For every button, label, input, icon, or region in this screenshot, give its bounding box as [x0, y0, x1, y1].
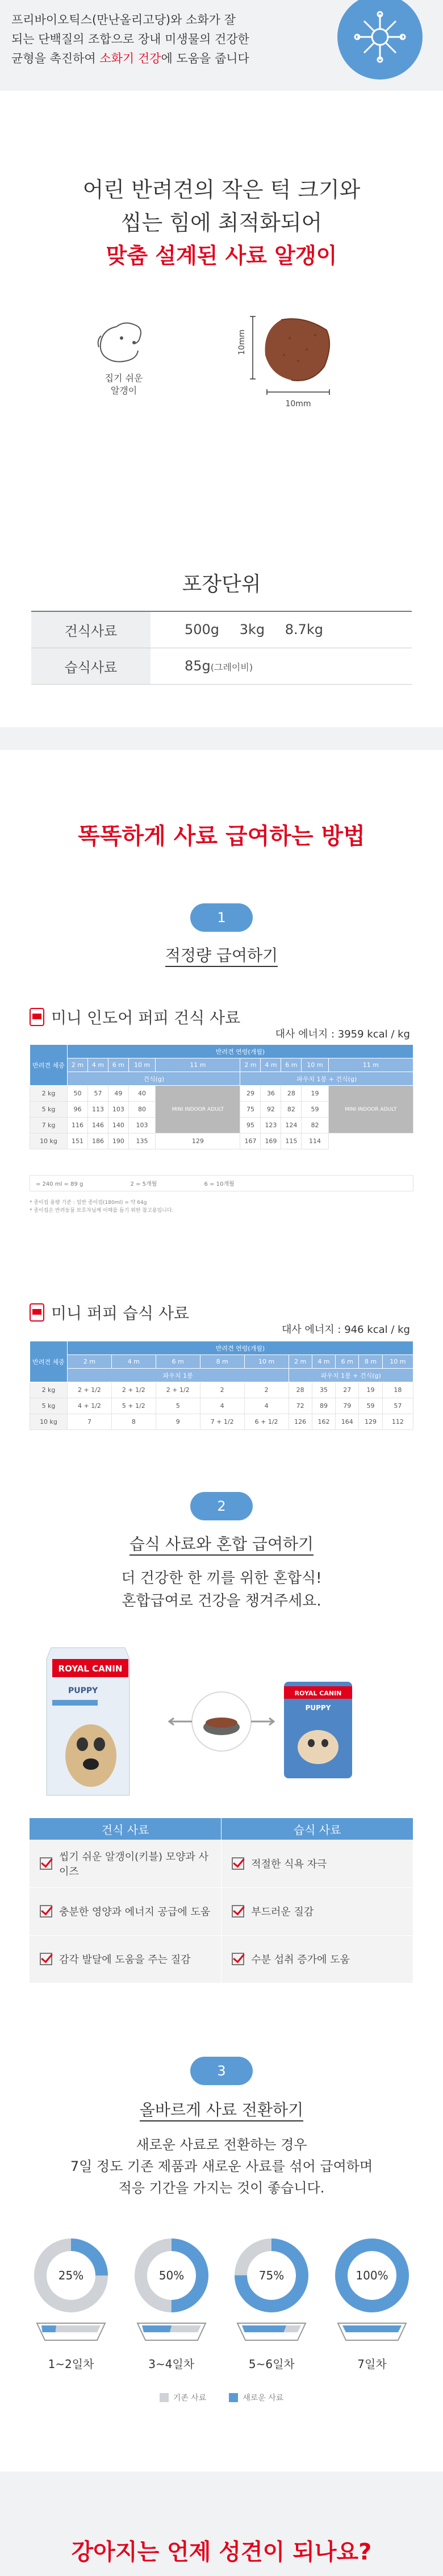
- age-column-header: 11 m: [156, 1058, 240, 1072]
- step-2-badge: 2: [190, 1492, 253, 1520]
- amount-cell: 82: [302, 1118, 328, 1133]
- amount-cell: 103: [128, 1118, 155, 1133]
- food-bowl-icon: [332, 2317, 412, 2346]
- kibble-heading-line-2: 씹는 힘에 최적화되어: [120, 210, 323, 235]
- intro-line-1: 프리바이오틱스(만난올리고당)와 소화가 잘: [11, 13, 236, 27]
- age-column-header: 2 m: [240, 1058, 261, 1072]
- wet-food-header: 습식 사료: [222, 1818, 413, 1840]
- wet-benefit-cell: [222, 1935, 413, 1983]
- amount-cell: 75: [240, 1102, 261, 1118]
- age-column-header: 10 m: [128, 1058, 155, 1072]
- step-2-title: [0, 1532, 443, 1554]
- amount-cell: 27: [336, 1382, 359, 1398]
- check-icon: [232, 1857, 244, 1870]
- amount-cell: 129: [359, 1414, 382, 1430]
- amount-cell: 7: [68, 1414, 112, 1430]
- mix-products-illustration: [0, 1636, 443, 1807]
- amount-cell: 8: [111, 1414, 156, 1430]
- table-row: [31, 648, 412, 684]
- intro-line-3-pre: 균형을 촉진하여: [11, 52, 100, 65]
- food-bowl-icon: [132, 2317, 211, 2346]
- age-column-header: 10 m: [302, 1058, 328, 1072]
- step-3-title: [0, 2098, 443, 2120]
- amount-cell: 2: [200, 1382, 244, 1398]
- weight-cell: 5 kg: [30, 1398, 68, 1414]
- adult-food-cell: MINI INDOOR ADULT: [328, 1086, 413, 1133]
- amount-cell: 5 + 1/2: [111, 1398, 156, 1414]
- vertical-dimension-label: 10mm: [237, 329, 246, 355]
- step-2-title-text: 습식 사료와 혼합 급여하기: [129, 1535, 314, 1556]
- age-range-note: 2 = 5개월: [130, 1181, 157, 1187]
- amount-cell: 36: [261, 1086, 281, 1102]
- amount-cell: 59: [302, 1102, 328, 1118]
- stage-day-label: 5~6일차: [248, 2357, 295, 2371]
- table-row: [31, 611, 412, 648]
- dry-food-header: 건식 사료: [30, 1818, 222, 1840]
- amount-cell: 4: [244, 1398, 289, 1414]
- amount-cell: 4 + 1/2: [68, 1398, 112, 1414]
- amount-cell: 9: [156, 1414, 200, 1430]
- intro-line-3: [11, 49, 329, 68]
- puppy-icon: [98, 323, 141, 361]
- adult-age-title: 강아지는 언제 성견이 되나요?: [71, 2539, 372, 2565]
- legend-label-new: 새로운 사료: [243, 2394, 284, 2403]
- legend-label-old: 기존 사료: [173, 2394, 207, 2403]
- food-pouch-icon: [28, 1302, 45, 1323]
- ratio-donut: [31, 2236, 111, 2315]
- food-bowl-icon: [31, 2317, 111, 2346]
- age-column-header: 6 m: [281, 1058, 302, 1072]
- kibble-piece-icon: [265, 319, 330, 381]
- legend-swatch-old: [160, 2393, 169, 2402]
- amount-cell: 2 + 1/2: [111, 1382, 156, 1398]
- amount-cell: 186: [87, 1133, 108, 1149]
- mix-description: [0, 1567, 443, 1612]
- dry-only-subheader: 건식(g): [68, 1072, 240, 1086]
- packaging-table: [31, 611, 412, 685]
- wet-table-title-text: 미니 퍼피 습식 사료: [51, 1304, 190, 1323]
- step-3-badge: 3: [190, 2057, 253, 2085]
- ratio-label: 75%: [259, 2269, 285, 2282]
- amount-cell: 28: [281, 1086, 302, 1102]
- mix-line-1: 더 건강한 한 끼를 위한 혼합식!: [121, 1570, 322, 1587]
- amount-cell: 103: [108, 1102, 128, 1118]
- ratio-donut: [332, 2236, 412, 2315]
- age-group-header: 반려견 연령(개월): [68, 1045, 413, 1058]
- amount-cell: 146: [87, 1118, 108, 1133]
- amount-cell: 2: [244, 1382, 289, 1398]
- pouch-plus-dry-subheader: 파우치 1봉 + 건식(g): [289, 1369, 413, 1382]
- weight-cell: 2 kg: [30, 1086, 68, 1102]
- transition-legend: [0, 2392, 443, 2403]
- adult-food-cell: MINI INDOOR ADULT: [156, 1086, 240, 1133]
- cup-measure: = 240 ml = 89 g: [36, 1181, 83, 1187]
- size-value: 500g: [185, 622, 220, 638]
- amount-cell: 115: [281, 1133, 302, 1149]
- check-icon: [232, 1953, 244, 1965]
- legend-item-new: [229, 2392, 283, 2403]
- wet-food-pouch-image: [284, 1682, 352, 1778]
- transition-stage: [232, 2236, 311, 2371]
- kibble-diagram: [0, 310, 443, 457]
- amount-cell: 167: [240, 1133, 261, 1149]
- amount-cell: 72: [289, 1398, 312, 1414]
- kibble-heading-highlight: 맞춤 설계된 사료 알갱이: [106, 243, 337, 268]
- size-value: 8.7kg: [285, 622, 324, 638]
- intro-line-2: 되는 단백질의 조합으로 장내 미생물의 건강한: [11, 32, 249, 46]
- stage-day-label: 3~4일차: [148, 2357, 195, 2371]
- transition-stage: [332, 2236, 412, 2371]
- amount-cell: 169: [261, 1133, 281, 1149]
- amount-cell: 6 + 1/2: [244, 1414, 289, 1430]
- wet-food-sizes: [151, 648, 412, 684]
- packaging-title: 포장단위: [182, 573, 261, 596]
- wet-benefit-cell: [222, 1887, 413, 1935]
- amount-cell: 5: [156, 1398, 200, 1414]
- step-1-title: [0, 943, 443, 966]
- age-column-header: 4 m: [312, 1355, 335, 1369]
- check-icon: [232, 1905, 244, 1918]
- food-bowl-icon: [232, 2317, 311, 2346]
- wet-table-title: [28, 1301, 189, 1324]
- wet-feeding-table: [30, 1341, 413, 1430]
- bag-name-text: PUPPY: [68, 1686, 98, 1695]
- amount-cell: 19: [302, 1086, 328, 1102]
- wet-benefit: 수분 섭취 증가에 도움: [251, 1954, 350, 1966]
- check-icon: [40, 1857, 52, 1870]
- wet-benefit: 적절한 식욕 자극: [251, 1858, 327, 1870]
- amount-cell: 114: [302, 1133, 328, 1149]
- grip-label-line-1: 집기 쉬운: [105, 373, 143, 384]
- wet-food-label: 습식사료: [31, 648, 151, 684]
- weight-header: 반려견 체중: [30, 1045, 68, 1086]
- amount-cell: 82: [281, 1102, 302, 1118]
- dry-table-footer: [30, 1175, 413, 1191]
- dry-benefit-cell: [30, 1840, 222, 1887]
- transition-description: [0, 2134, 443, 2199]
- amount-cell: 96: [68, 1102, 88, 1118]
- amount-cell: 112: [382, 1414, 413, 1430]
- vertical-dimension-line: [250, 316, 256, 379]
- size-value: 85g: [185, 658, 211, 674]
- amount-cell: 190: [108, 1133, 128, 1149]
- amount-cell: 4: [200, 1398, 244, 1414]
- age-column-header: 4 m: [87, 1058, 108, 1072]
- weight-cell: 7 kg: [30, 1118, 68, 1133]
- mixing-icon: [169, 1692, 274, 1751]
- age-group-header: 반려견 연령(개월): [68, 1341, 413, 1355]
- table-row: [30, 1414, 413, 1430]
- mix-line-2: 혼합급여로 건강을 챙겨주세요.: [122, 1593, 321, 1610]
- weight-header: 반려견 체중: [30, 1341, 68, 1382]
- age-column-header: 10 m: [244, 1355, 289, 1369]
- step-3-title-text: 올바르게 사료 전환하기: [140, 2100, 303, 2121]
- horizontal-dimension-line: [267, 389, 329, 395]
- wet-benefit: 부드러운 질감: [251, 1906, 314, 1918]
- ratio-label: 100%: [356, 2269, 388, 2282]
- transition-stage: [31, 2236, 111, 2371]
- microbiome-icon: [337, 0, 423, 80]
- age-column-header: 2 m: [68, 1058, 88, 1072]
- wet-energy-label: 대사 에너지 : 946 kcal / kg: [282, 1324, 410, 1336]
- dry-table-title-text: 미니 인도어 퍼피 건식 사료: [51, 1008, 241, 1027]
- amount-cell: 49: [108, 1086, 128, 1102]
- ratio-label: 25%: [58, 2269, 84, 2282]
- age-range-note: 6 = 10개월: [204, 1181, 235, 1187]
- amount-cell: 151: [68, 1133, 88, 1149]
- amount-cell: 113: [87, 1102, 108, 1118]
- amount-cell: 19: [359, 1382, 382, 1398]
- stage-day-label: 1~2일차: [48, 2357, 94, 2371]
- age-column-header: 4 m: [261, 1058, 281, 1072]
- grip-label-line-2: 알갱이: [110, 385, 137, 396]
- transition-line-2: 7일 정도 기존 제품과 새로운 사료를 섞어 급여하며: [70, 2158, 373, 2174]
- amount-cell: 135: [128, 1133, 155, 1149]
- table-row: [30, 1935, 413, 1983]
- dry-feeding-table: [30, 1044, 413, 1149]
- dry-benefit-cell: [30, 1935, 222, 1983]
- amount-cell: 123: [261, 1118, 281, 1133]
- dry-benefit: 감각 발달에 도움을 주는 질감: [59, 1954, 191, 1966]
- pouch-plus-dry-subheader: 파우치 1봉 + 건식(g): [240, 1072, 413, 1086]
- age-column-header: 10 m: [382, 1355, 413, 1369]
- age-column-header: 4 m: [111, 1355, 156, 1369]
- intro-line-3-post: 에 도움을 줍니다: [161, 52, 249, 65]
- amount-cell: 50: [68, 1086, 88, 1102]
- horizontal-dimension-label: 10mm: [285, 399, 311, 409]
- amount-cell: 79: [336, 1398, 359, 1414]
- bag-brand-text: ROYAL CANIN: [58, 1664, 123, 1674]
- amount-cell: 7 + 1/2: [200, 1414, 244, 1430]
- ratio-donut: [232, 2236, 311, 2315]
- age-column-header: 11 m: [328, 1058, 413, 1072]
- age-column-header: 2 m: [289, 1355, 312, 1369]
- ratio-label: 50%: [158, 2269, 184, 2282]
- amount-cell: 116: [68, 1118, 88, 1133]
- gravy-note: (그레이비): [210, 662, 253, 673]
- step-1-badge: 1: [190, 903, 253, 932]
- amount-cell: 35: [312, 1382, 335, 1398]
- amount-cell: 57: [87, 1086, 108, 1102]
- kibble-illustration: [0, 310, 443, 457]
- dry-food-label: 건식사료: [31, 611, 151, 648]
- pouch-name-text: PUPPY: [305, 1704, 331, 1712]
- amount-cell: 28: [289, 1382, 312, 1398]
- table-row: [30, 1840, 413, 1887]
- prebiotics-description: [11, 10, 329, 68]
- legend-item-old: [160, 2392, 207, 2403]
- amount-cell: 164: [336, 1414, 359, 1430]
- age-column-header: 6 m: [156, 1355, 200, 1369]
- weight-cell: 10 kg: [30, 1414, 68, 1430]
- note-line: * 종이컵 용량 기준 : 일반 종이컵(180ml) = 약 64g: [30, 1200, 147, 1206]
- kibble-heading: [0, 91, 443, 239]
- kibble-heading-line-1: 어린 반려견의 작은 턱 크기와: [82, 177, 361, 202]
- transition-stages: [31, 2236, 412, 2371]
- amount-cell: 162: [312, 1414, 335, 1430]
- note-line: * 종이컵은 반려동물 보호자님께 이해를 돕기 위한 참고용입니다.: [30, 1208, 174, 1214]
- dry-food-bag-image: [47, 1648, 129, 1795]
- dry-table-notes: [30, 1199, 173, 1215]
- check-icon: [40, 1905, 52, 1918]
- age-column-header: 8 m: [200, 1355, 244, 1369]
- pouch-brand-text: ROYAL CANIN: [294, 1690, 342, 1697]
- pouch-only-subheader: 파우치 1봉: [68, 1369, 289, 1382]
- amount-cell: 29: [240, 1086, 261, 1102]
- digestive-health-highlight: 소화기 건강: [99, 52, 161, 65]
- amount-cell: 89: [312, 1398, 335, 1414]
- prebiotics-section: [0, 0, 443, 91]
- weight-cell: 2 kg: [30, 1382, 68, 1398]
- amount-cell: 126: [289, 1414, 312, 1430]
- age-column-header: 6 m: [108, 1058, 128, 1072]
- weight-cell: 10 kg: [30, 1133, 68, 1149]
- ratio-donut: [132, 2236, 211, 2315]
- dry-benefit: 충분한 영양과 에너지 공급에 도움: [59, 1906, 211, 1918]
- wet-benefit-cell: [222, 1840, 413, 1887]
- amount-cell: 18: [382, 1382, 413, 1398]
- weight-cell: 5 kg: [30, 1102, 68, 1118]
- check-icon: [40, 1953, 52, 1965]
- table-row: [30, 1398, 413, 1414]
- dry-benefit: 씹기 쉬운 알갱이(키블) 모양과 사이즈: [59, 1850, 208, 1878]
- amount-cell: 95: [240, 1118, 261, 1133]
- transition-line-1: 새로운 사료로 전환하는 경우: [136, 2137, 307, 2153]
- amount-cell: 129: [156, 1133, 240, 1149]
- transition-stage: [132, 2236, 211, 2371]
- age-column-header: 8 m: [359, 1355, 382, 1369]
- amount-cell: 57: [382, 1398, 413, 1414]
- age-column-header: 2 m: [68, 1355, 112, 1369]
- amount-cell: 92: [261, 1102, 281, 1118]
- table-row: [30, 1382, 413, 1398]
- amount-cell: 59: [359, 1398, 382, 1414]
- section-divider: [0, 727, 443, 750]
- step-1-title-text: 적정량 급여하기: [165, 946, 278, 967]
- table-row: [30, 1086, 413, 1102]
- dry-vs-wet-comparison: [30, 1818, 413, 1983]
- amount-cell: 124: [281, 1118, 302, 1133]
- table-row: [30, 1887, 413, 1935]
- dry-table-title: [28, 1006, 240, 1028]
- dry-energy-label: 대사 에너지 : 3959 kcal / kg: [275, 1028, 410, 1040]
- age-column-header: 6 m: [336, 1355, 359, 1369]
- legend-swatch-new: [229, 2393, 238, 2402]
- food-bag-icon: [28, 1007, 45, 1027]
- amount-cell: 140: [108, 1118, 128, 1133]
- size-value: 3kg: [239, 622, 265, 638]
- amount-cell: 40: [128, 1086, 155, 1102]
- dry-food-sizes: [151, 611, 412, 648]
- amount-cell: 2 + 1/2: [156, 1382, 200, 1398]
- amount-cell: 80: [128, 1102, 155, 1118]
- table-row: [30, 1133, 413, 1149]
- amount-cell: 2 + 1/2: [68, 1382, 112, 1398]
- transition-line-3: 적응 기간을 가지는 것이 좋습니다.: [118, 2180, 325, 2196]
- dry-benefit-cell: [30, 1887, 222, 1935]
- feeding-guide-title: 똑똑하게 사료 급여하는 방법: [78, 823, 365, 849]
- stage-day-label: 7일차: [357, 2357, 387, 2371]
